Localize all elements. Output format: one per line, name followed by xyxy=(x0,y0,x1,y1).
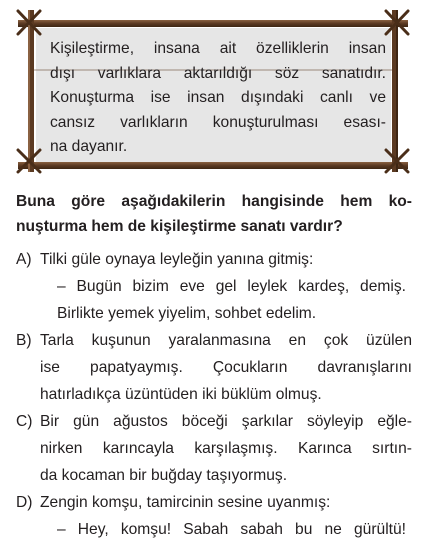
option-text: Bir gün ağustos böceği şarkılar söyleyip eğle- xyxy=(40,413,412,430)
option-c[interactable] xyxy=(16,410,412,434)
option-letter: B) xyxy=(16,332,32,349)
option-text: Zengin komşu, tamircinin sesine uyanmış: xyxy=(40,494,331,511)
option-d-line: – Hey, komşu! Sabah sabah bu ne gürültü! xyxy=(57,521,406,538)
question-line: Buna göre aşağıdakilerin hangisinde hem ko- xyxy=(16,193,412,210)
option-b[interactable] xyxy=(16,329,412,353)
frame-bottom-bar xyxy=(18,162,408,169)
question-line: nuşturma hem de kişileştirme sanatı vardır? xyxy=(16,218,343,235)
info-line: dışı varlıklara aktarıldığı söz sanatıdır. xyxy=(50,64,386,82)
question-stem xyxy=(16,189,412,239)
info-frame xyxy=(14,8,412,174)
info-line: Kişileştirme, insana ait özelliklerin insan xyxy=(50,40,386,57)
option-letter: D) xyxy=(16,494,33,511)
frame-top-bar xyxy=(18,20,408,27)
option-b-line: ise papatyaymış. Çocukların davranışlarını xyxy=(40,359,412,376)
option-d[interactable] xyxy=(16,491,412,515)
option-a-line: Birlikte yemek yiyelim, sohbet edelim. xyxy=(57,305,317,322)
option-a[interactable] xyxy=(16,248,412,272)
option-text: Tilki güle oynaya leyleğin yanına gitmiş: xyxy=(40,251,314,268)
option-a-line: – Bugün bizim eve gel leylek kardeş, demiş. xyxy=(57,278,406,295)
option-c-line: da kocaman bir buğday taşıyormuş. xyxy=(40,467,288,484)
option-b-line: hatırladıkça üzüntüden iki büklüm olmuş. xyxy=(40,386,322,403)
option-letter: A) xyxy=(16,251,32,268)
info-line: Konuşturma ise insan dışındaki canlı ve xyxy=(50,89,386,106)
info-line: cansız varlıkların konuşturulması esası- xyxy=(50,113,386,131)
info-text xyxy=(50,37,386,160)
option-letter: C) xyxy=(16,413,33,430)
option-text: Tarla kuşunun yaralanmasına en çok üzülen xyxy=(40,332,412,349)
option-c-line: nirken karıncayla karşılaşmış. Karınca sırtın- xyxy=(40,440,412,457)
info-line: na dayanır. xyxy=(50,138,128,155)
